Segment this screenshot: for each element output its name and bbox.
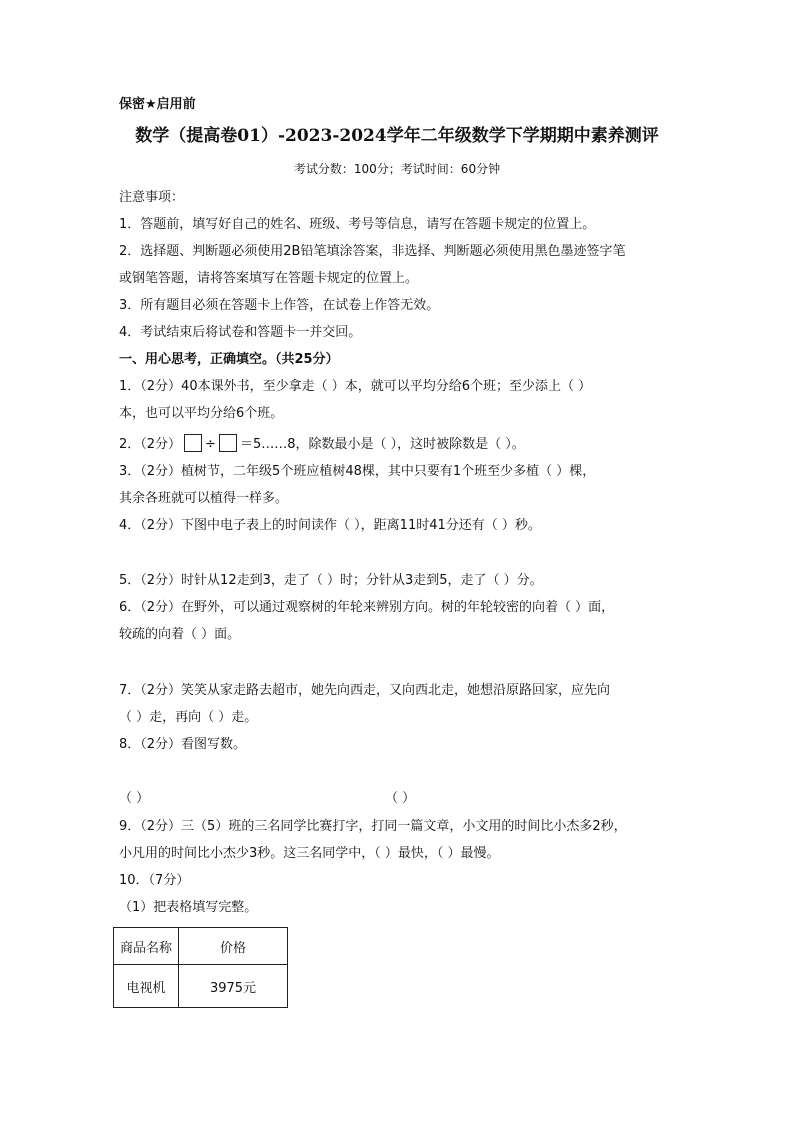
header-cell-name: 商品名称 xyxy=(114,928,179,965)
exam-info: 考试分数：100分；考试时间：60分钟 xyxy=(293,162,501,176)
question-8: 8．（2分）看图写数。 xyxy=(119,737,247,752)
notice-item-2-cont: 或钢笔答题，请将答案填写在答题卡规定的位置上。 xyxy=(119,271,419,286)
cell-goods-name: 电视机 xyxy=(114,965,179,1008)
header-cell-price: 价格 xyxy=(179,928,288,965)
notice-item-4: 4．考试结束后将试卷和答题卡一并交回。 xyxy=(119,325,362,340)
table-row xyxy=(114,965,288,1008)
question-5: 5．（2分）时针从12走到3，走了（ ）时；分针从3走到5，走了（ ）分。 xyxy=(119,573,543,588)
notice-item-2: 2．选择题、判断题必须使用2B铅笔填涂答案，非选择、判断题必须使用黑色墨迹签字笔 xyxy=(119,244,626,259)
exam-title: 数学（提高卷01）-2023-2024学年二年级数学下学期期中素养测评 xyxy=(135,126,659,146)
question-4: 4．（2分）下图中电子表上的时间读作（ ），距离11时41分还有（ ）秒。 xyxy=(119,518,541,533)
divisor-box[interactable] xyxy=(219,434,237,452)
question-7-line-1: 7．（2分）笑笑从家走路去超市，她先向西走，又向西北走，她想沿原路回家，应先向 xyxy=(119,683,611,698)
question-10-part-1: （1）把表格填写完整。 xyxy=(119,900,258,915)
question-7-line-2: （ ）走，再向（ ）走。 xyxy=(119,710,258,725)
question-8-blank-2: （ ） xyxy=(385,791,416,806)
notice-item-3: 3．所有题目必须在答题卡上作答，在试卷上作答无效。 xyxy=(119,298,440,313)
question-9-line-1: 9．（2分）三（5）班的三名同学比赛打字，打同一篇文章，小文用的时间比小杰多2秒， xyxy=(119,819,627,834)
goods-table xyxy=(113,927,288,1008)
question-2 xyxy=(119,434,525,454)
dividend-box[interactable] xyxy=(184,434,202,452)
question-8-blank-1: （ ） xyxy=(119,791,150,806)
question-1-line-1: 1．（2分）40本课外书，至少拿走（ ）本，就可以平均分给6个班；至少添上（ ） xyxy=(119,379,592,394)
question-6-line-2: 较疏的向着（ ）面。 xyxy=(119,627,241,642)
section-heading: 一、用心思考，正确填空。（共25分） xyxy=(119,352,339,367)
question-3-line-1: 3．（2分）植树节，二年级5个班应植树48棵，其中只要有1个班至少多植（ ）棵， xyxy=(119,464,596,479)
table-header-row xyxy=(114,928,288,965)
question-2-suffix: ＝5……8，除数最小是（ ），这时被除数是（ ）。 xyxy=(239,437,525,452)
question-10: 10．（7分） xyxy=(119,873,190,888)
cell-goods-price: 3975元 xyxy=(179,965,288,1008)
question-2-prefix: 2．（2分） xyxy=(119,437,182,452)
question-9-line-2: 小凡用的时间比小杰少3秒。这三名同学中，（ ）最快，（ ）最慢。 xyxy=(119,846,500,861)
division-sign: ÷ xyxy=(205,437,216,452)
question-3-line-2: 其余各班就可以植得一样多。 xyxy=(119,491,289,506)
confidential-label: 保密★启用前 xyxy=(119,97,196,112)
notice-item-1: 1．答题前，填写好自己的姓名、班级、考号等信息，请写在答题卡规定的位置上。 xyxy=(119,217,596,232)
notice-heading: 注意事项： xyxy=(119,190,185,205)
question-1-line-2: 本，也可以平均分给6个班。 xyxy=(119,406,284,421)
question-6-line-1: 6．（2分）在野外，可以通过观察树的年轮来辨别方向。树的年轮较密的向着（ ）面， xyxy=(119,600,615,615)
